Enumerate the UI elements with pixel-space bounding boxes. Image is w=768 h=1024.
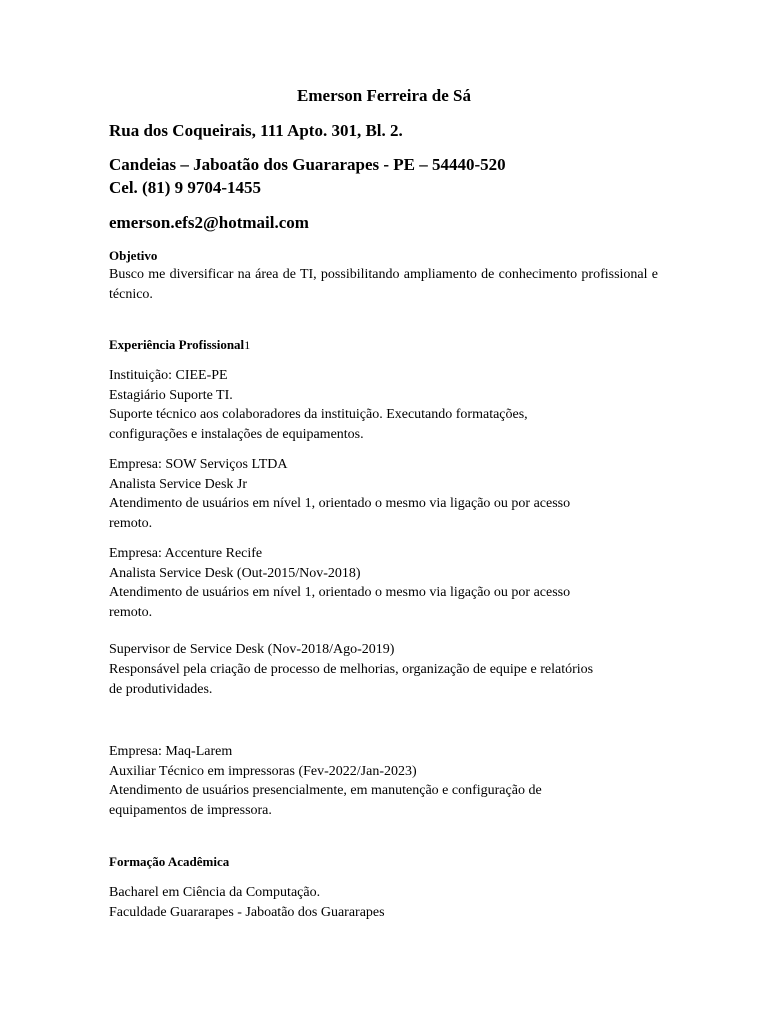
entry-description: Suporte técnico aos colaboradores da instituição. Executando formatações, [109,407,528,422]
entry-role: Estagiário Suporte TI. [109,388,233,403]
entry-description: de produtividades. [109,682,213,697]
entry-company: Empresa: Maq-Larem [109,744,233,759]
address-line-2: Candeias – Jaboatão dos Guararapes - PE – 54440-520 [109,155,506,174]
education-school: Faculdade Guararapes - Jaboatão dos Guararapes [109,905,385,920]
entry-description: remoto. [109,516,153,531]
education-degree: Bacharel em Ciência da Computação. [109,885,321,900]
candidate-name: Emerson Ferreira de Sá [297,86,471,105]
entry-description: Atendimento de usuários presencialmente, em manutenção e configuração de [109,783,542,798]
entry-company: Empresa: SOW Serviços LTDA [109,457,288,472]
entry-company: Empresa: Accenture Recife [109,546,263,561]
entry-description: Atendimento de usuários em nível 1, orientado o mesmo via ligação ou por acesso [109,585,571,600]
experience-heading [109,337,250,353]
experience-heading-text: Experiência Profissional [109,337,245,352]
entry-description: Responsável pela criação de processo de melhorias, organização de equipe e relatórios [109,662,594,677]
email: emerson.efs2@hotmail.com [109,213,309,232]
entry-role: Analista Service Desk (Out-2015/Nov-2018) [109,566,361,581]
experience-footnote: 1 [244,338,251,352]
entry-role: Analista Service Desk Jr [109,477,248,492]
entry-company: Instituição: CIEE-PE [109,368,228,383]
education-heading: Formação Acadêmica [109,854,230,869]
entry-role: Supervisor de Service Desk (Nov-2018/Ago-2019) [109,642,395,657]
phone: Cel. (81) 9 9704-1455 [109,178,262,197]
objective-heading: Objetivo [109,248,158,263]
entry-description: configurações e instalações de equipamentos. [109,427,364,442]
address-line-1: Rua dos Coqueirais, 111 Apto. 301, Bl. 2. [109,121,403,140]
objective-text: Busco me diversificar na área de TI, possibilitando ampliamento de conhecimento profissional e técnico. [109,267,658,302]
entry-description: remoto. [109,605,153,620]
entry-description: equipamentos de impressora. [109,803,272,818]
entry-role: Auxiliar Técnico em impressoras (Fev-2022/Jan-2023) [109,764,417,779]
entry-description: Atendimento de usuários em nível 1, orientado o mesmo via ligação ou por acesso [109,496,571,511]
